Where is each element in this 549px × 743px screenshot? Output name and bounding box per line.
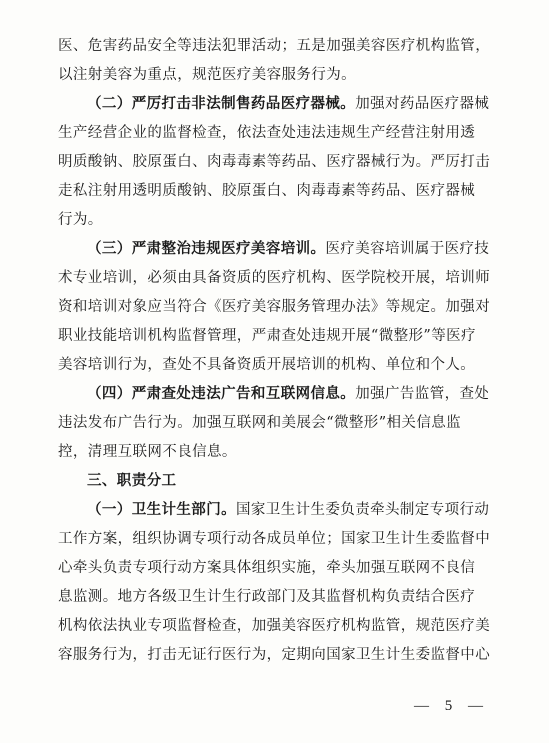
text-line: 明质酸钠、胶原蛋白、肉毒毒素等药品、医疗器械行为。严厉打击 bbox=[58, 154, 491, 170]
text-line: 违法发布广告行为。加强互联网和美展会“微整形”相关信息监 bbox=[58, 415, 462, 431]
text-line: 医、危害药品安全等违法犯罪活动；五是加强美容医疗机构监管， bbox=[58, 38, 491, 54]
text-line: 加强对药品医疗器械 bbox=[355, 96, 490, 112]
sub-1-lead: （一）卫生计生部门。 bbox=[87, 502, 236, 518]
item-4-lead: （四）严肃查处违法广告和互联网信息。 bbox=[87, 386, 356, 402]
text-line: 走私注射用透明质酸钠、胶原蛋白、肉毒毒素等药品、医疗器械 bbox=[58, 183, 476, 199]
text-line: 生产经营企业的监督检查，依法查处违法违规生产经营注射用透 bbox=[58, 125, 476, 141]
item-3-lead: （三）严肃整治违规医疗美容培训。 bbox=[87, 241, 326, 257]
text-line: 行为。 bbox=[58, 212, 103, 228]
item-2-lead: （二）严厉打击非法制售药品医疗器械。 bbox=[87, 96, 356, 112]
text-line: 医疗美容培训属于医疗技 bbox=[325, 241, 490, 257]
paragraph-item-2 bbox=[58, 90, 498, 119]
body-text bbox=[58, 32, 498, 670]
text-line: 美容培训行为，查处不具备资质开展培训的机构、单位和个人。 bbox=[58, 357, 476, 373]
section-3-heading: 三、职责分工 bbox=[87, 473, 177, 489]
text-line: 心牵头负责专项行动方案具体组织实施，牵头加强互联网不良信 bbox=[58, 560, 476, 576]
text-line: 国家卫生计生委负责牵头制定专项行动 bbox=[236, 502, 490, 518]
text-line: 术专业培训，必须由具备资质的医疗机构、医学院校开展，培训师 bbox=[58, 270, 491, 286]
text-line: 控，清理互联网不良信息。 bbox=[58, 444, 237, 460]
text-line: 容服务行为，打击无证行医行为，定期向国家卫生计生委监督中心 bbox=[58, 647, 491, 663]
text-line: 机构依法执业专项监督检查，加强美容医疗机构监管，规范医疗美 bbox=[58, 618, 491, 634]
text-line: 以注射美容为重点，规范医疗美容服务行为。 bbox=[58, 67, 356, 83]
paragraph-item-3 bbox=[58, 235, 498, 264]
page-number: — 5 — bbox=[414, 698, 489, 714]
paragraph-item-4 bbox=[58, 380, 498, 409]
text-line: 职业技能培训机构监督管理，严肃查处违规开展“微整形”等医疗 bbox=[58, 328, 476, 344]
text-line: 息监测。地方各级卫生计生行政部门及其监督机构负责结合医疗 bbox=[58, 589, 476, 605]
text-line: 工作方案，组织协调专项行动各成员单位；国家卫生计生委监督中 bbox=[58, 531, 491, 547]
text-line: 资和培训对象应当符合《医疗美容服务管理办法》等规定。加强对 bbox=[58, 299, 491, 315]
paragraph-sub-1 bbox=[58, 496, 498, 525]
text-line: 加强广告监管，查处 bbox=[355, 386, 490, 402]
